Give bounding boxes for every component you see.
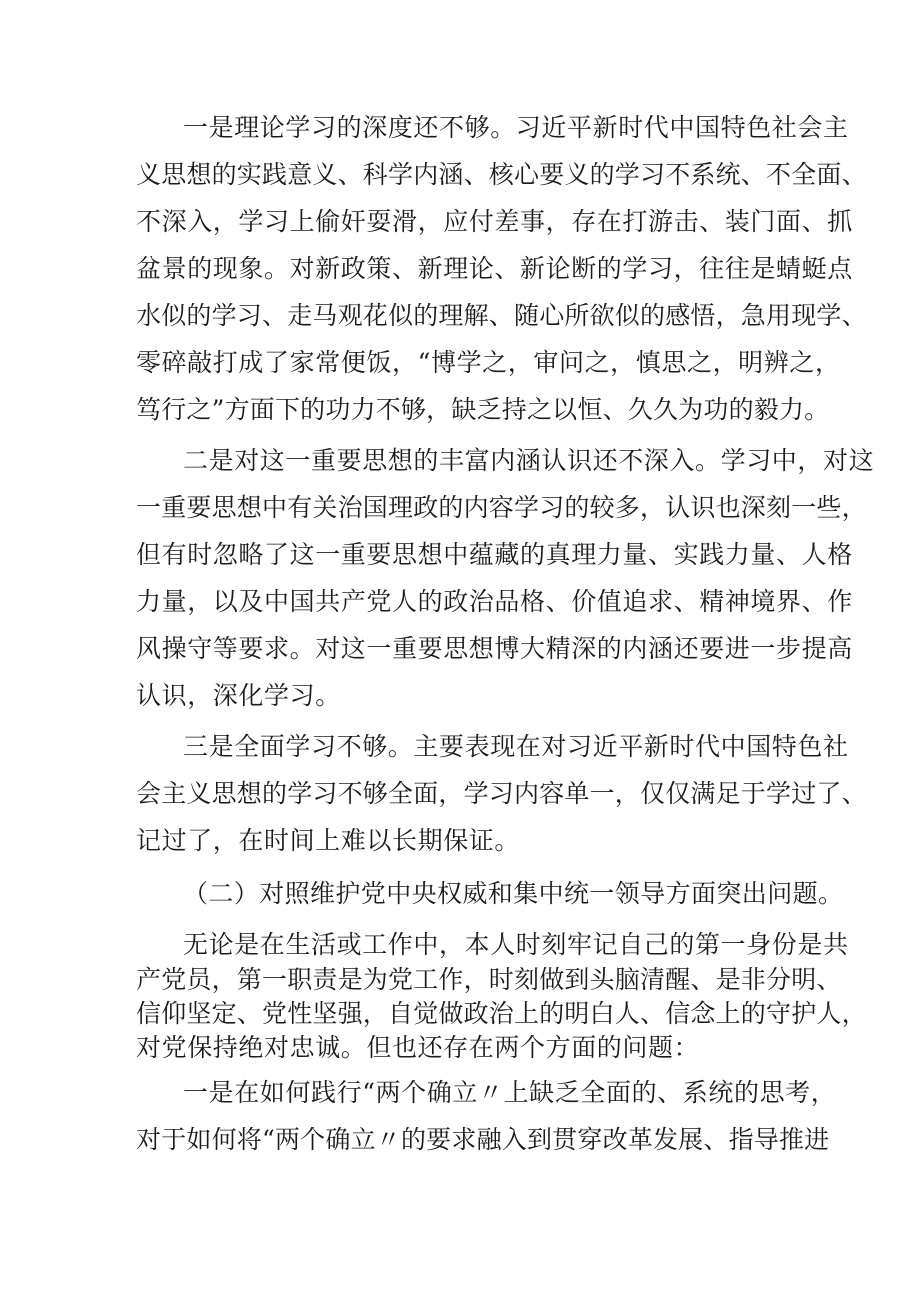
section-heading-text: （二）对照维护党中央权威和集中统一领导方面突出问题。 [183, 879, 844, 908]
text-line: 一重要思想中有关治国理政的内容学习的较多，认识也深刻一些， [136, 493, 867, 522]
text-line: 产党员，第一职责是为党工作，时刻做到头脑清醒、是非分明、 [136, 965, 842, 994]
text-line: 认识，深化学习。 [136, 681, 341, 710]
text-line: 义思想的实践意义、科学内涵、核心要义的学习不系统、不全面、 [136, 160, 867, 189]
text-line: 三是全面学习不够。主要表现在对习近平新时代中国特色社 [183, 732, 849, 761]
text-line: 一是理论学习的深度还不够。习近平新时代中国特色社会主 [183, 113, 849, 142]
text-line: 一是在如何践行“两个确立〃上缺乏全面的、系统的思考， [183, 1078, 837, 1107]
text-line: 不深入，学习上偷奸耍滑，应付差事，存在打游击、装门面、抓 [136, 207, 853, 236]
text-line: 笃行之”方面下的功力不够，缺乏持之以恒、久久为功的毅力。 [136, 395, 830, 424]
text-line: 无论是在生活或工作中，本人时刻牢记自己的第一身份是共 [183, 930, 849, 959]
text-line: 风操守等要求。对这一重要思想博大精深的内涵还要进一步提高 [136, 634, 853, 663]
text-line: 记过了，在时间上难以长期保证。 [136, 826, 521, 855]
text-line: 水似的学习、走马观花似的理解、随心所欲似的感悟，急用现学、 [136, 301, 867, 330]
text-line: 盆景的现象。对新政策、新理论、新论断的学习，往往是蜻蜓点 [136, 254, 853, 283]
text-line: 力量，以及中国共产党人的政治品格、价值追求、精神境界、作 [136, 587, 853, 616]
text-line: 会主义思想的学习不够全面，学习内容单一，仅仅满足于学过了、 [136, 779, 867, 808]
text-line: 对于如何将“两个确立〃的要求融入到贯穿改革发展、指导推进 [136, 1125, 830, 1154]
text-line: 但有时忽略了这一重要思想中蕴藏的真理力量、实践力量、人格 [136, 540, 853, 569]
text-line: 对党保持绝对忠诚。但也还存在两个方面的问题： [136, 1033, 700, 1062]
text-line: 零碎敲打成了家常便饭，“博学之，审问之，慎思之，明辨之， [136, 348, 841, 377]
text-line: 二是对这一重要思想的丰富内涵认识还不深入。学习中，对这 [183, 446, 875, 475]
text-line: 信仰坚定、党性坚强，自觉做政治上的明白人、信念上的守护人， [136, 999, 867, 1028]
